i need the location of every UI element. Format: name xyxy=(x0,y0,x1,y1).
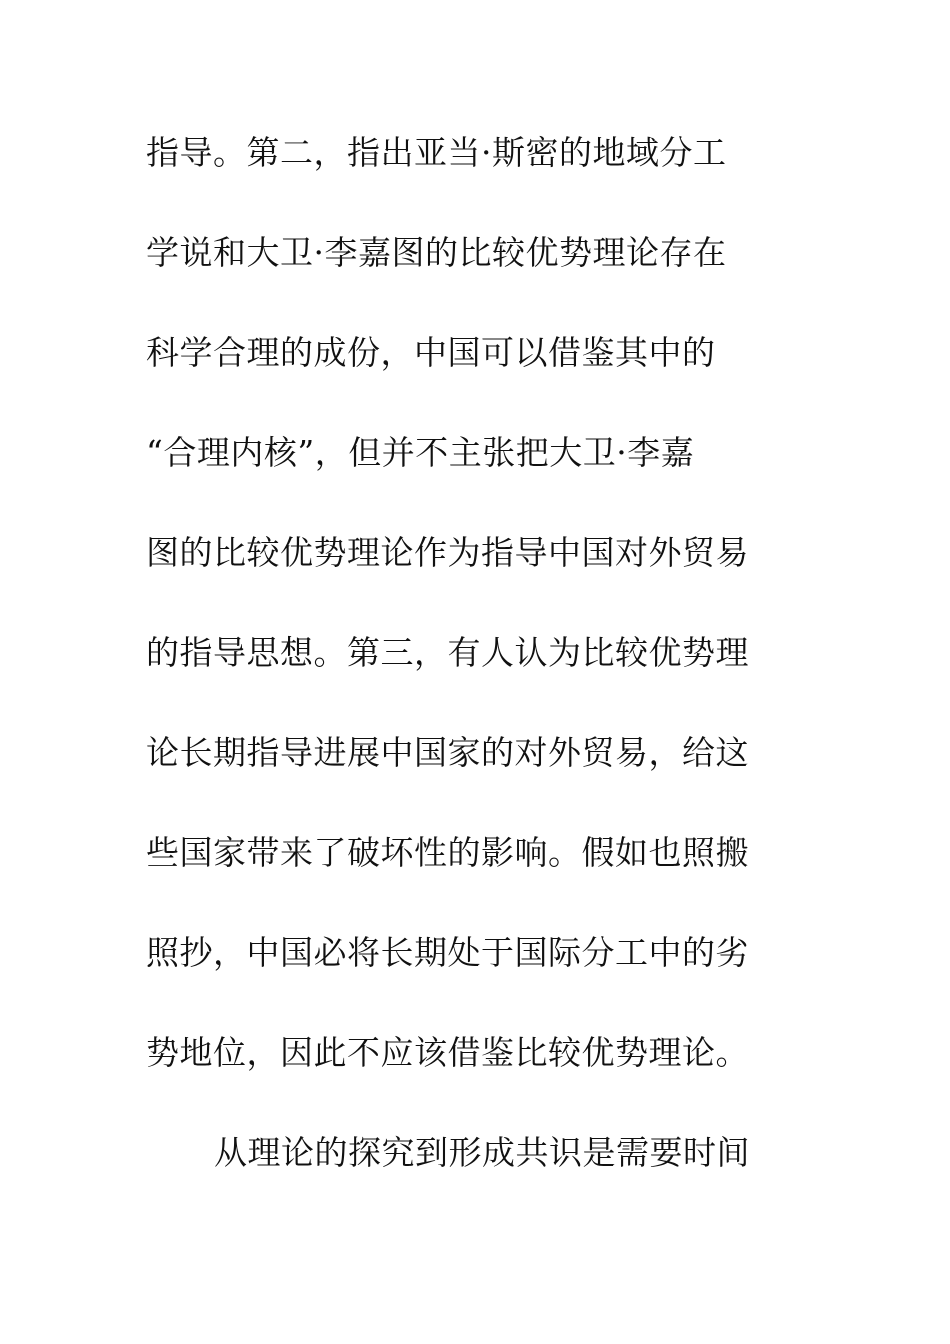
text-line-2: 学说和大卫·李嘉图的比较优势理论存在 xyxy=(146,233,727,272)
text-line-4: “合理内核”，但并不主张把大卫·李嘉 xyxy=(146,433,695,472)
text-line-8: 些国家带来了破坏性的影响。假如也照搬 xyxy=(146,833,749,872)
text-line-1: 指导。第二，指出亚当·斯密的地域分工 xyxy=(146,133,727,172)
text-line-7: 论长期指导进展中国家的对外贸易，给这 xyxy=(146,733,749,772)
body-text xyxy=(146,128,786,1228)
text-line-5: 图的比较优势理论作为指导中国对外贸易 xyxy=(146,533,749,572)
text-line-6: 的指导思想。第三，有人认为比较优势理 xyxy=(146,633,749,672)
text-line-11-paragraph-start: 从理论的探究到形成共识是需要时间 xyxy=(214,1133,750,1172)
text-line-9: 照抄，中国必将长期处于国际分工中的劣 xyxy=(146,933,749,972)
text-line-10: 势地位，因此不应该借鉴比较优势理论。 xyxy=(146,1033,749,1072)
text-line-3: 科学合理的成份，中国可以借鉴其中的 xyxy=(146,333,716,372)
